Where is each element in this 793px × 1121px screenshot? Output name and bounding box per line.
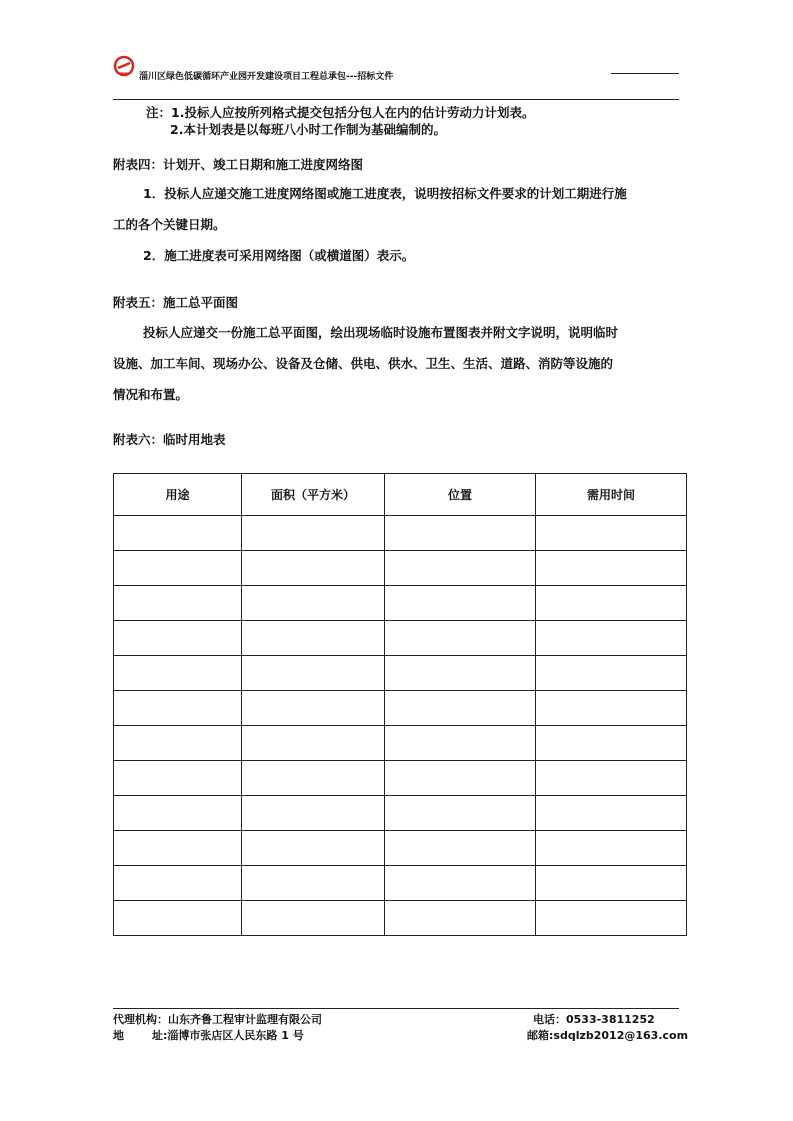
table-header-cell: 需用时间 [536,474,687,516]
table-cell [385,831,536,866]
footer-phone: 电话：0533-3811252 [533,1013,655,1026]
temporary-land-use-table [113,473,687,936]
table-cell [242,551,385,586]
table-cell [536,866,687,901]
table-row [114,796,687,831]
table-row [114,691,687,726]
table-cell [536,901,687,936]
table-cell [242,726,385,761]
table-cell [242,656,385,691]
table-cell [385,551,536,586]
table-cell [242,516,385,551]
section-4-paragraph-1-line-1: 1．投标人应递交施工进度网络图或施工进度表，说明按招标文件要求的计划工期进行施 [143,186,627,201]
note-line-2: 2.本计划表是以每班八小时工作制为基础编制的。 [170,122,446,137]
table-cell [114,691,242,726]
table-cell [385,761,536,796]
footer-agency: 代理机构：山东齐鲁工程审计监理有限公司 [113,1013,322,1026]
table-cell [385,691,536,726]
table-row [114,621,687,656]
table-cell [385,796,536,831]
table-row [114,726,687,761]
table-row [114,866,687,901]
table-row [114,516,687,551]
section-6-heading: 附表六：临时用地表 [113,432,226,447]
table-header-cell: 面积（平方米） [242,474,385,516]
table-cell [536,726,687,761]
footer-address: 址:淄博市张店区人民东路 1 号 [152,1029,304,1042]
header-divider [113,99,679,100]
table-cell [114,621,242,656]
table-cell [536,516,687,551]
table-cell [114,796,242,831]
table-cell [385,586,536,621]
table-cell [536,656,687,691]
table-cell [242,761,385,796]
table-cell [242,586,385,621]
section-5-line-1: 投标人应递交一份施工总平面图，绘出现场临时设施布置图表并附文字说明，说明临时 [143,325,619,340]
section-5-line-2: 设施、加工车间、现场办公、设备及仓储、供电、供水、卫生、生活、道路、消防等设施的 [113,356,614,371]
company-logo-icon [112,54,136,78]
table-row [114,656,687,691]
table-cell [536,831,687,866]
table-header-row [114,474,687,516]
table-cell [242,866,385,901]
table-row [114,586,687,621]
table-cell [536,761,687,796]
table-cell [536,586,687,621]
table-row [114,551,687,586]
table-header-cell: 用途 [114,474,242,516]
section-4-paragraph-1-line-2: 工的各个关键日期。 [113,217,226,232]
table-cell [385,516,536,551]
header-right-line [611,73,679,74]
table-cell [114,866,242,901]
header-title: 淄川区绿色低碳循环产业园开发建设项目工程总承包---招标文件 [139,72,394,82]
table-row [114,831,687,866]
table-cell [242,831,385,866]
section-5-heading: 附表五：施工总平面图 [113,295,239,310]
table-cell [114,656,242,691]
table-cell [114,726,242,761]
table-cell [536,551,687,586]
section-4-heading: 附表四：计划开、竣工日期和施工进度网络图 [113,157,364,172]
table-cell [242,901,385,936]
table-cell [385,866,536,901]
table-cell [385,726,536,761]
table-cell [114,761,242,796]
table-cell [114,586,242,621]
footer-divider [113,1008,679,1009]
table-cell [114,516,242,551]
table-cell [114,831,242,866]
table-cell [385,656,536,691]
table-cell [114,551,242,586]
table-cell [536,691,687,726]
section-5-line-3: 情况和布置。 [113,387,189,402]
table-cell [536,796,687,831]
table-row [114,901,687,936]
section-4-paragraph-2: 2．施工进度表可采用网络图（或横道图）表示。 [143,248,415,263]
table-cell [536,621,687,656]
table-cell [385,621,536,656]
table-row [114,761,687,796]
footer-address-label: 地 [113,1029,124,1042]
table-cell [242,796,385,831]
table-cell [114,901,242,936]
note-line-1: 注：1.投标人应按所列格式提交包括分包人在内的估计劳动力计划表。 [146,105,535,120]
table-header-cell: 位置 [385,474,536,516]
table-cell [242,621,385,656]
footer-email: 邮箱:sdqlzb2012@163.com [527,1029,689,1042]
table-cell [242,691,385,726]
table-cell [385,901,536,936]
